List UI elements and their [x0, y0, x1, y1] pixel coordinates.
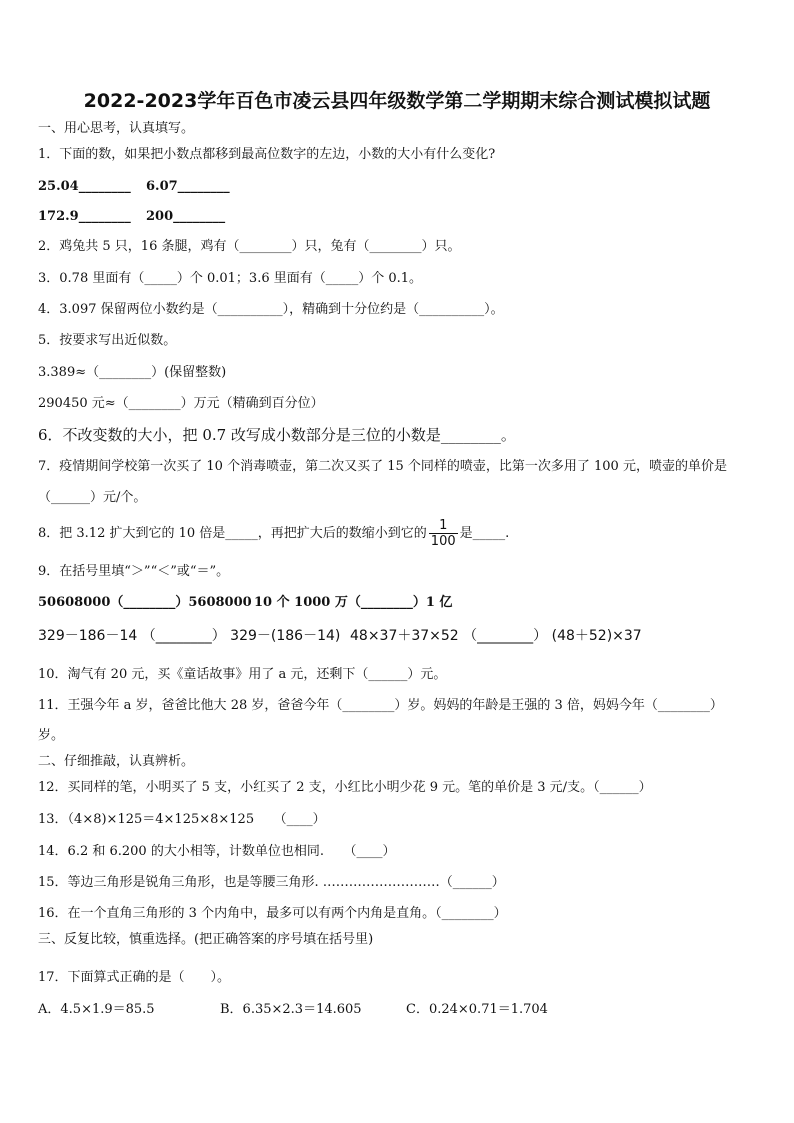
question-4: 4．3.097 保留两位小数约是（__________），精确到十分位约是（__________）。	[38, 302, 504, 317]
question-12: 12．买同样的笔，小明买了 5 支，小红买了 2 支，小红比小明少花 9 元。笔的单价是 3 元/支。（______）	[38, 780, 652, 795]
question-8-text-before: 8．把 3.12 扩大到它的 10 倍是_____，再把扩大后的数缩小到它的	[38, 526, 427, 541]
question-17-option-c: C．0.24×0.71＝1.704	[406, 1002, 548, 1017]
question-10: 10．淘气有 20 元，买《童话故事》用了 a 元，还剩下（______）元。	[38, 667, 447, 682]
section-3-heading: 三、反复比较，慎重选择。(把正确答案的序号填在括号里)	[38, 932, 374, 947]
question-11-line-1: 11．王强今年 a 岁，爸爸比他大 28 岁，爸爸今年（________）岁。妈妈的年龄是王强的 3 倍，妈妈今年（________）	[38, 698, 723, 713]
question-9-item-d: 48×37＋37×52 （________） (48＋52)×37	[350, 628, 642, 644]
question-13: 13．（4×8)×125＝4×125×8×125 （____）	[38, 812, 326, 827]
question-1-item-b: 6.07________	[146, 179, 230, 194]
question-15: 15．等边三角形是锐角三角形，也是等腰三角形. ………………………（______）	[38, 875, 505, 890]
page-title: 2022-2023学年百色市凌云县四年级数学第二学期期末综合测试模拟试题	[83, 90, 711, 112]
question-14: 14．6.2 和 6.200 的大小相等，计数单位也相同. （____）	[38, 844, 396, 859]
section-2-heading: 二、仔细推敲，认真辨析。	[38, 754, 195, 769]
question-1-item-c: 172.9________	[38, 209, 131, 224]
question-1: 1．下面的数，如果把小数点都移到最高位数字的左边，小数的大小有什么变化?	[38, 147, 496, 162]
question-3: 3．0.78 里面有（_____）个 0.01；3.6 里面有（_____）个 0.1。	[38, 271, 423, 286]
question-16: 16．在一个直角三角形的 3 个内角中，最多可以有两个内角是直角。（________）	[38, 906, 507, 921]
fraction-denominator: 100	[430, 534, 456, 549]
question-17-option-a: A．4.5×1.9＝85.5	[38, 1002, 155, 1017]
question-9-item-c: 329－186－14 （________） 329－(186－14)	[38, 628, 341, 644]
question-9-item-a: 50608000（________）5608000	[38, 595, 252, 610]
fraction-one-hundredth	[429, 518, 458, 549]
question-1-item-a: 25.04________	[38, 179, 131, 194]
question-9: 9．在括号里填“＞”“＜”或“＝”。	[38, 564, 230, 579]
question-8	[38, 518, 509, 549]
question-1-item-d: 200________	[146, 209, 226, 224]
question-17-option-b: B．6.35×2.3＝14.605	[220, 1002, 362, 1017]
question-2: 2．鸡兔共 5 只，16 条腿，鸡有（________）只，兔有（________）只。	[38, 239, 461, 254]
question-11-line-2: 岁。	[38, 728, 65, 743]
question-8-text-after: 是_____.	[459, 526, 510, 541]
question-5-item-b: 290450 元≈（________）万元（精确到百分位）	[38, 396, 324, 411]
fraction-numerator: 1	[429, 518, 458, 534]
question-6: 6．不改变数的大小，把 0.7 改写成小数部分是三位的小数是________。	[38, 426, 516, 444]
question-9-item-b: 10 个 1000 万（________）1 亿	[254, 595, 453, 610]
question-5: 5．按要求写出近似数。	[38, 333, 177, 348]
question-5-item-a: 3.389≈（________）(保留整数)	[38, 365, 227, 380]
question-7-line-1: 7．疫情期间学校第一次买了 10 个消毒喷壶，第二次又买了 15 个同样的喷壶，比第一次多用了 100 元，喷壶的单价是	[38, 459, 727, 474]
question-7-line-2: （______）元/个。	[38, 490, 147, 505]
question-17: 17．下面算式正确的是（ ）。	[38, 970, 231, 985]
section-1-heading: 一、用心思考，认真填写。	[38, 121, 195, 136]
